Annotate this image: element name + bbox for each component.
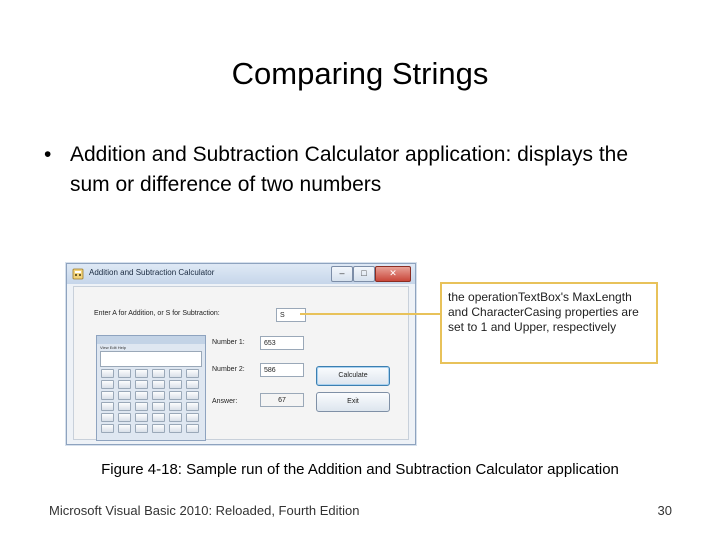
- mini-calc-display: [100, 351, 202, 367]
- mini-calc-key: [169, 402, 182, 411]
- mini-calc-key: [118, 380, 131, 389]
- mini-calc-key: [118, 424, 131, 433]
- mini-calc-key: [101, 413, 114, 422]
- exit-button[interactable]: Exit: [316, 392, 390, 412]
- mini-calc-key: [135, 413, 148, 422]
- footer-text: Microsoft Visual Basic 2010: Reloaded, Fourth Edition: [49, 503, 360, 518]
- mini-calc-titlebar: [97, 336, 205, 344]
- slide-title: Comparing Strings: [231, 56, 489, 91]
- calculator-window: [66, 263, 416, 445]
- window-title: Addition and Subtraction Calculator: [89, 268, 215, 277]
- mini-calc-key: [186, 402, 199, 411]
- mini-calc-menu: View Edit Help: [100, 345, 126, 350]
- mini-calc-key: [186, 413, 199, 422]
- operation-label: Enter A for Addition, or S for Subtraction:: [94, 310, 220, 317]
- number2-label: Number 2:: [212, 366, 245, 373]
- page-number: 30: [657, 503, 672, 518]
- operation-textbox[interactable]: S: [276, 308, 306, 322]
- bullet-text: Addition and Subtraction Calculator application: displays the sum or difference of two numbers: [70, 143, 629, 196]
- mini-calc-key: [169, 391, 182, 400]
- callout-leader-line: [300, 313, 440, 315]
- answer-label: Answer:: [212, 398, 238, 405]
- mini-calc-key: [152, 380, 165, 389]
- mini-calc-key: [152, 424, 165, 433]
- mini-calc-key: [118, 391, 131, 400]
- maximize-button[interactable]: □: [353, 266, 375, 282]
- mini-calc-key: [186, 424, 199, 433]
- calculate-button[interactable]: Calculate: [316, 366, 390, 386]
- mini-calc-key: [186, 391, 199, 400]
- mini-calc-key: [135, 380, 148, 389]
- mini-calc-key: [135, 424, 148, 433]
- mini-calc-key: [101, 369, 114, 378]
- mini-calc-key: [186, 380, 199, 389]
- mini-calc-key: [169, 380, 182, 389]
- mini-calc-key: [152, 391, 165, 400]
- mini-calc-key: [169, 413, 182, 422]
- number2-textbox[interactable]: 586: [260, 363, 304, 377]
- mini-calc-key: [152, 413, 165, 422]
- mini-calc-key: [118, 402, 131, 411]
- window-client-area: [73, 286, 409, 440]
- mini-calc-key: [186, 369, 199, 378]
- mini-calc-key: [101, 380, 114, 389]
- number1-label: Number 1:: [212, 339, 245, 346]
- calculator-app-icon: [72, 268, 84, 280]
- windows-calculator-thumbnail: [96, 335, 206, 441]
- number1-textbox[interactable]: 653: [260, 336, 304, 350]
- mini-calc-key: [152, 369, 165, 378]
- mini-calc-key: [118, 413, 131, 422]
- callout-box: [440, 282, 658, 364]
- callout-text: the operationTextBox's MaxLength and CharacterCasing properties are set to 1 and Upper, respectively: [448, 290, 639, 334]
- bullet-marker: •: [44, 143, 52, 166]
- mini-calc-key: [135, 369, 148, 378]
- window-titlebar[interactable]: [67, 264, 415, 284]
- mini-calc-key: [101, 391, 114, 400]
- mini-calc-key: [101, 424, 114, 433]
- mini-calc-key: [169, 369, 182, 378]
- minimize-button[interactable]: –: [331, 266, 353, 282]
- mini-calc-key: [169, 424, 182, 433]
- close-button[interactable]: ✕: [375, 266, 411, 282]
- figure-caption: Figure 4-18: Sample run of the Addition and Subtraction Calculator application: [101, 461, 619, 478]
- mini-calc-key: [118, 369, 131, 378]
- answer-display: 67: [260, 393, 304, 407]
- mini-calc-key: [135, 391, 148, 400]
- mini-calc-key: [101, 402, 114, 411]
- mini-calc-key: [152, 402, 165, 411]
- mini-calc-key: [135, 402, 148, 411]
